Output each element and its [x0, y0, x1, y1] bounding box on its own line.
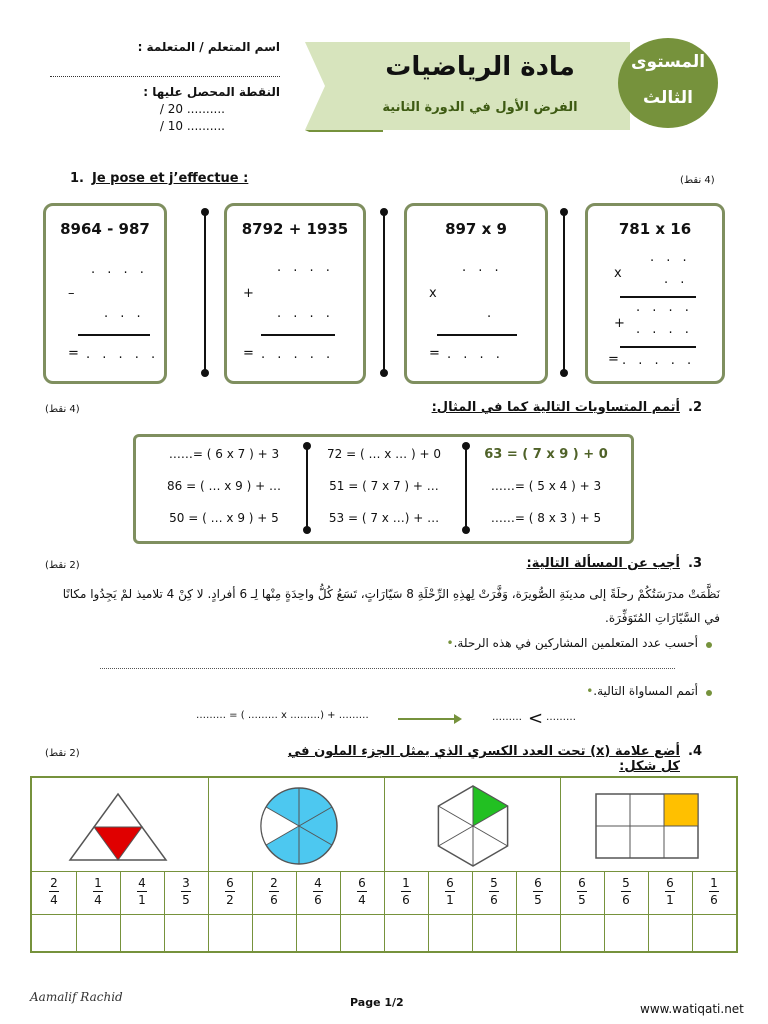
bullet-icon	[706, 690, 712, 696]
example-equality: 63 = ( 7 x 9 ) + 0	[484, 447, 608, 462]
ex3-number: .3	[688, 556, 702, 571]
fraction-option	[384, 876, 428, 907]
numerator: 4	[138, 876, 146, 890]
minus-sign: –	[68, 286, 75, 301]
op-row[interactable]: .	[487, 306, 496, 321]
op-result[interactable]: . . . . .	[86, 347, 160, 362]
answer-cell[interactable]	[340, 915, 384, 951]
denominator: 6	[270, 893, 278, 907]
fraction-bar	[445, 891, 455, 892]
equality[interactable]: ……= ( 8 x 3 ) + 5	[490, 511, 602, 525]
answer-cell[interactable]	[692, 915, 736, 951]
denominator: 5	[578, 893, 586, 907]
op-rule	[620, 296, 696, 298]
op-box-addition	[224, 203, 366, 384]
op-row[interactable]: . . . .	[636, 322, 693, 337]
fraction-bar	[489, 891, 499, 892]
equality[interactable]: 53 = ( 7 x …) + …	[328, 511, 440, 525]
fraction-option	[120, 876, 164, 907]
denominator: 4	[50, 893, 58, 907]
op-box-multiplication-2	[585, 203, 725, 384]
fraction-option	[208, 876, 252, 907]
separator	[563, 211, 565, 374]
equality[interactable]: ……= ( 6 x 7 ) + 3	[168, 447, 280, 461]
denominator: 6	[314, 893, 322, 907]
arrow-icon	[398, 712, 462, 726]
op-box-multiplication-1	[404, 203, 548, 384]
numerator: 2	[50, 876, 58, 890]
fraction-bar	[225, 891, 235, 892]
fraction-option	[340, 876, 384, 907]
question-1: أحسب عدد المتعلمين المشاركين في هذه الرحلة. •	[300, 636, 698, 650]
times-sign: x	[614, 266, 622, 281]
exam-subtitle: الفرض الأول في الدورة الثانية	[382, 100, 578, 115]
fraction-bar	[93, 891, 103, 892]
answer-cell[interactable]	[296, 915, 340, 951]
denominator: 4	[94, 893, 102, 907]
ex2-number: .2	[688, 400, 702, 415]
numerator: 2	[270, 876, 278, 890]
fraction-option	[648, 876, 692, 907]
signature: Aamalif Rachid	[30, 990, 123, 1004]
fraction-bar	[709, 891, 719, 892]
equality[interactable]: 50 = ( … x 9 ) + 5	[169, 511, 279, 525]
op-row[interactable]: . . .	[462, 260, 503, 275]
answer-cell[interactable]	[384, 915, 428, 951]
answer-cell[interactable]	[516, 915, 560, 951]
denominator: 6	[622, 893, 630, 907]
op-title: 781 x 16	[618, 220, 692, 238]
answer-cell[interactable]	[648, 915, 692, 951]
fraction-option	[516, 876, 560, 907]
answer-cell[interactable]	[560, 915, 604, 951]
separator	[383, 211, 385, 374]
times-sign: x	[429, 286, 437, 301]
answer-blank[interactable]: ………	[546, 712, 576, 723]
fraction-option	[472, 876, 516, 907]
fraction-bar	[621, 891, 631, 892]
level-badge	[618, 38, 718, 128]
fraction-bar	[181, 891, 191, 892]
fraction-bar	[577, 891, 587, 892]
numerator: 6	[578, 876, 586, 890]
less-than-sign: <	[528, 708, 544, 729]
denominator: 6	[490, 893, 498, 907]
ex2-points: (4 نقط)	[45, 404, 80, 415]
op-result[interactable]: . . . . .	[622, 353, 696, 368]
op-row[interactable]: . . .	[104, 306, 145, 321]
op-title: 897 x 9	[445, 220, 507, 238]
denominator: 1	[138, 893, 146, 907]
fraction-option	[164, 876, 208, 907]
fraction-bar	[357, 891, 367, 892]
page-number: Page 1/2	[350, 996, 404, 1009]
problem-text: نَظَّمَتْ مدرَسَتُكُمْ رحلَةً إلى مدينَةِ الصُّويرَة، وَفَّرَتْ لِهذِهِ الرِّحْلَةِ 8 سَيّارَاتٍ، تَسَعُ كُلُّ واحِدَةٍ مِنْها لِـ 6 أفرادٍ. لا كِنْ 4 تلاميذ لمْ يَجِدُوا مكانًا في السَّيّارَاتِ المُتَوَفِّرَة.	[62, 587, 720, 625]
ex4-title: أضع علامة (x) تحت العدد الكسري الذي يمثل الجزء الملون في كل شكل:	[287, 744, 680, 774]
numerator: 1	[402, 876, 410, 890]
op-result[interactable]: . . . . .	[261, 347, 335, 362]
numerator: 5	[490, 876, 498, 890]
answer-cell[interactable]	[472, 915, 516, 951]
fraction-bar	[401, 891, 411, 892]
denominator: 5	[182, 893, 190, 907]
equals-sign: =	[68, 346, 79, 361]
answer-blank[interactable]: ………	[492, 712, 522, 723]
fraction-option	[32, 876, 76, 907]
question-2: أتمم المساواة التالية. •	[400, 684, 698, 698]
ex3-points: (2 نقط)	[45, 560, 80, 571]
fraction-bar	[49, 891, 59, 892]
numerator: 1	[94, 876, 102, 890]
answer-cell[interactable]	[428, 915, 472, 951]
equation-to-complete[interactable]: ……… = ( ……… x ………) + ………	[196, 710, 369, 721]
score-20[interactable]: / 20 ..........	[159, 102, 225, 116]
answer-cell[interactable]	[252, 915, 296, 951]
op-rule	[78, 334, 150, 336]
ex4-points: (2 نقط)	[45, 748, 80, 759]
fraction-option	[76, 876, 120, 907]
fraction-option	[692, 876, 736, 907]
score-10[interactable]: / 10 ..........	[159, 119, 225, 133]
answer-cell[interactable]	[120, 915, 164, 951]
op-row[interactable]: . . . .	[277, 306, 334, 321]
answer-cell[interactable]	[604, 915, 648, 951]
separator	[306, 445, 308, 531]
grade-label: النقطة المحصل عليها :	[143, 85, 280, 99]
denominator: 2	[226, 893, 234, 907]
denominator: 4	[358, 893, 366, 907]
answer-cell[interactable]	[76, 915, 120, 951]
op-row[interactable]: . . . .	[277, 260, 334, 275]
fraction-bar	[269, 891, 279, 892]
student-name-field[interactable]	[50, 60, 280, 77]
op-title: 8964 - 987	[60, 220, 150, 238]
numerator: 4	[314, 876, 322, 890]
fraction-bar	[313, 891, 323, 892]
numerator: 6	[446, 876, 454, 890]
bullet-icon	[706, 642, 712, 648]
separator	[204, 211, 206, 374]
answer-line[interactable]	[100, 668, 675, 669]
numerator: 6	[226, 876, 234, 890]
answer-cell[interactable]	[208, 915, 252, 951]
subject-title: مادة الرياضيات	[385, 52, 575, 82]
op-rule	[437, 334, 517, 336]
denominator: 1	[446, 893, 454, 907]
fraction-option	[428, 876, 472, 907]
level-value: الثالث	[643, 88, 693, 108]
plus-sign: +	[614, 316, 625, 331]
op-row[interactable]: . . . .	[91, 262, 148, 277]
op-title: 8792 + 1935	[241, 220, 349, 238]
op-rule	[261, 334, 335, 336]
rectangle-figure	[594, 792, 702, 862]
numerator: 6	[358, 876, 366, 890]
op-row[interactable]: . . . .	[636, 300, 693, 315]
ex1-title: Je pose et j’effectue :	[92, 171, 249, 186]
website[interactable]: www.watiqati.net	[640, 1002, 744, 1016]
answer-cell[interactable]	[164, 915, 208, 951]
separator	[465, 445, 467, 531]
op-box-subtraction	[43, 203, 167, 384]
fraction-bar	[137, 891, 147, 892]
fractions-table	[30, 776, 738, 953]
op-row[interactable]: . .	[664, 272, 689, 287]
equality[interactable]: ……= ( 5 x 4 ) + 3	[490, 479, 602, 493]
hexagon-figure	[430, 784, 516, 868]
fraction-bar	[533, 891, 543, 892]
equals-sign: =	[429, 346, 440, 361]
fraction-option	[560, 876, 604, 907]
op-result[interactable]: . . . .	[447, 347, 504, 362]
op-rule	[620, 346, 696, 348]
triangle-figure	[68, 792, 168, 862]
denominator: 1	[666, 893, 674, 907]
fraction-bar	[665, 891, 675, 892]
numerator: 6	[534, 876, 542, 890]
ex4-number: .4	[688, 744, 702, 759]
denominator: 6	[402, 893, 410, 907]
equality[interactable]: 72 = ( … x … ) + 0	[327, 447, 441, 461]
numerator: 6	[666, 876, 674, 890]
denominator: 6	[710, 893, 718, 907]
ex1-number: 1.	[70, 171, 84, 186]
equals-sign: =	[243, 346, 254, 361]
fraction-option	[296, 876, 340, 907]
level-label: المستوى	[630, 52, 706, 72]
op-row[interactable]: . . .	[650, 250, 691, 265]
plus-sign: +	[243, 286, 254, 301]
ex2-title: أتمم المتساويات التالية كما في المثال:	[431, 400, 680, 415]
denominator: 5	[534, 893, 542, 907]
numerator: 5	[622, 876, 630, 890]
answer-cell[interactable]	[32, 915, 76, 951]
student-name-label: اسم المتعلم / المتعلمة :	[137, 40, 280, 54]
ex1-points: (4 نقط)	[680, 175, 715, 186]
equality[interactable]: 51 = ( 7 x 7 ) + …	[329, 479, 439, 493]
circle-figure	[254, 786, 344, 866]
numerator: 1	[710, 876, 718, 890]
ex3-title: أجب عن المسألة التالية:	[526, 556, 680, 571]
equals-sign: =	[608, 352, 619, 367]
student-info	[40, 40, 280, 133]
fraction-option	[604, 876, 648, 907]
numerator: 3	[182, 876, 190, 890]
fraction-option	[252, 876, 296, 907]
equality[interactable]: 86 = ( … x 9 ) + …	[167, 479, 281, 493]
equalities-box	[133, 434, 634, 544]
